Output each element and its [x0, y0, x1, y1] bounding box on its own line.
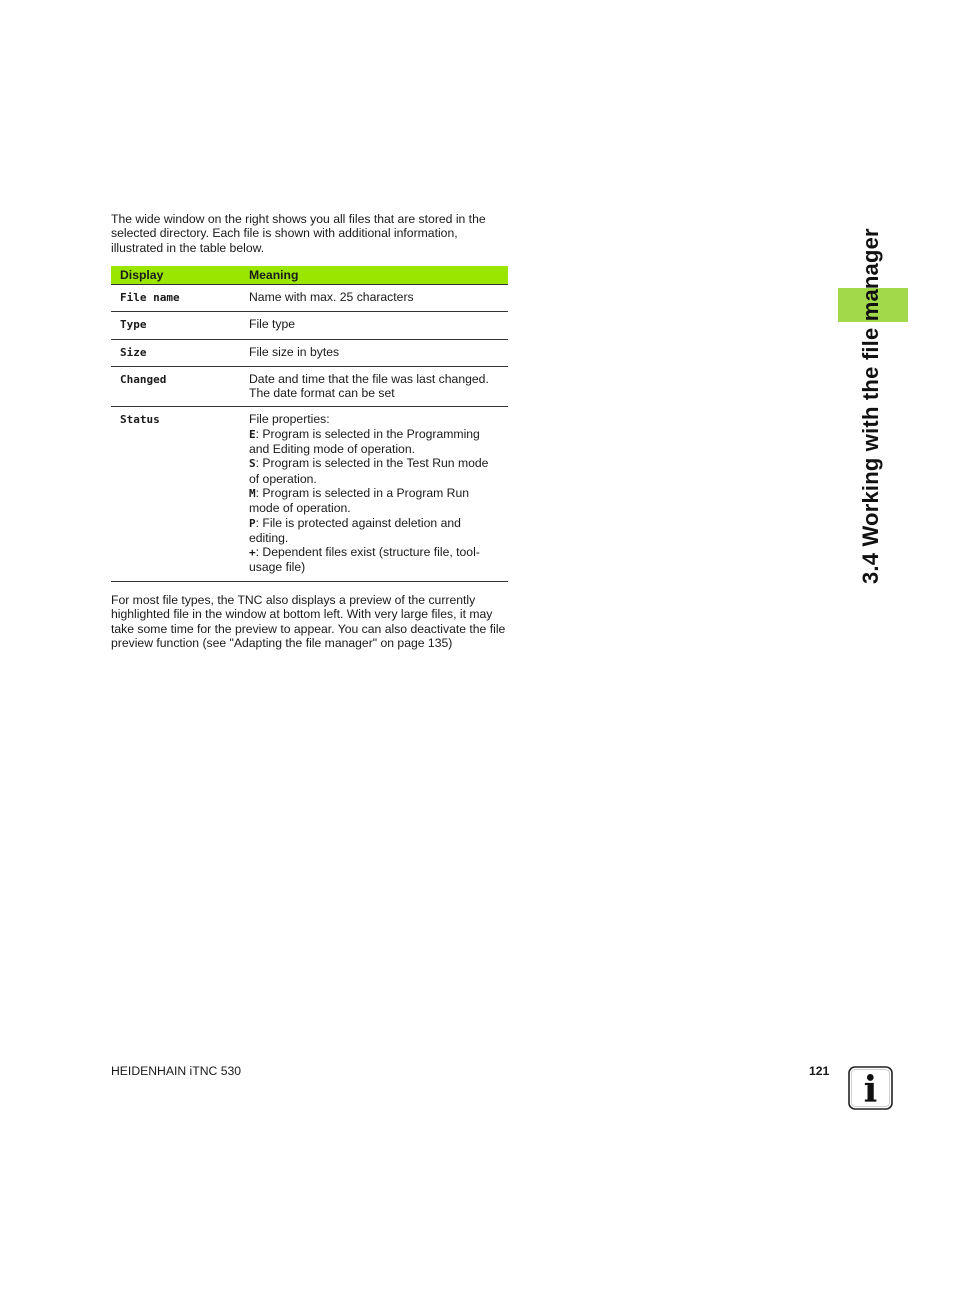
footer-product: HEIDENHAIN iTNC 530 — [111, 1064, 242, 1078]
status-text: : Program is selected in the Test Run mode of operation. — [249, 456, 489, 486]
status-key: + — [249, 546, 256, 560]
status-intro: File properties: — [249, 412, 330, 427]
status-prop — [249, 486, 500, 516]
status-text: : Program is selected in the Programming and Editing mode of operation. — [249, 426, 480, 457]
status-key: M — [249, 486, 256, 500]
status-text: : File is protected against deletion and editing. — [249, 515, 461, 545]
status-prop — [249, 545, 500, 575]
status-prop — [249, 456, 500, 486]
status-key: S — [249, 457, 256, 471]
info-icon — [848, 1066, 893, 1110]
table-row — [111, 285, 508, 312]
intro-paragraph: The wide window on the right shows you all files that are stored in the selected directory. Each file is shown with additional information, illustrated in the table below. — [111, 212, 486, 255]
header-display: Display — [111, 266, 240, 285]
file-info-table — [111, 266, 508, 582]
section-title: 3.4 Working with the file manager — [858, 228, 883, 584]
row-display: Status — [111, 407, 240, 581]
row-meaning: File size in bytes — [240, 339, 508, 366]
row-meaning: Date and time that the file was last changed. The date format can be set — [240, 366, 508, 407]
status-meaning — [240, 407, 508, 581]
row-display: File name — [111, 285, 240, 312]
status-text: : Dependent files exist (structure file, tool-usage file) — [249, 545, 480, 575]
row-display: Type — [111, 312, 240, 339]
table-row-status — [111, 407, 508, 581]
table-row — [111, 366, 508, 407]
row-display: Size — [111, 339, 240, 366]
status-prop — [249, 516, 500, 546]
status-key: E — [249, 427, 256, 441]
status-text: : Program is selected in a Program Run mode of operation. — [249, 485, 469, 516]
header-meaning: Meaning — [240, 266, 508, 285]
row-display: Changed — [111, 366, 240, 407]
row-meaning: Name with max. 25 characters — [240, 285, 508, 312]
info-glyph: i — [863, 1069, 878, 1110]
outro-paragraph: For most file types, the TNC also displays a preview of the currently highlighted file in the window at bottom left. With very large files, it may take some time for the preview to appear. You can also deactivate the file preview function (see "Adapting the file manager" on page 135) — [111, 593, 506, 650]
page-number: 121 — [809, 1064, 830, 1078]
table-header-row — [111, 266, 508, 285]
table-row — [111, 312, 508, 339]
status-key: P — [249, 516, 256, 530]
row-meaning: File type — [240, 312, 508, 339]
status-prop — [249, 427, 500, 457]
table-row — [111, 339, 508, 366]
